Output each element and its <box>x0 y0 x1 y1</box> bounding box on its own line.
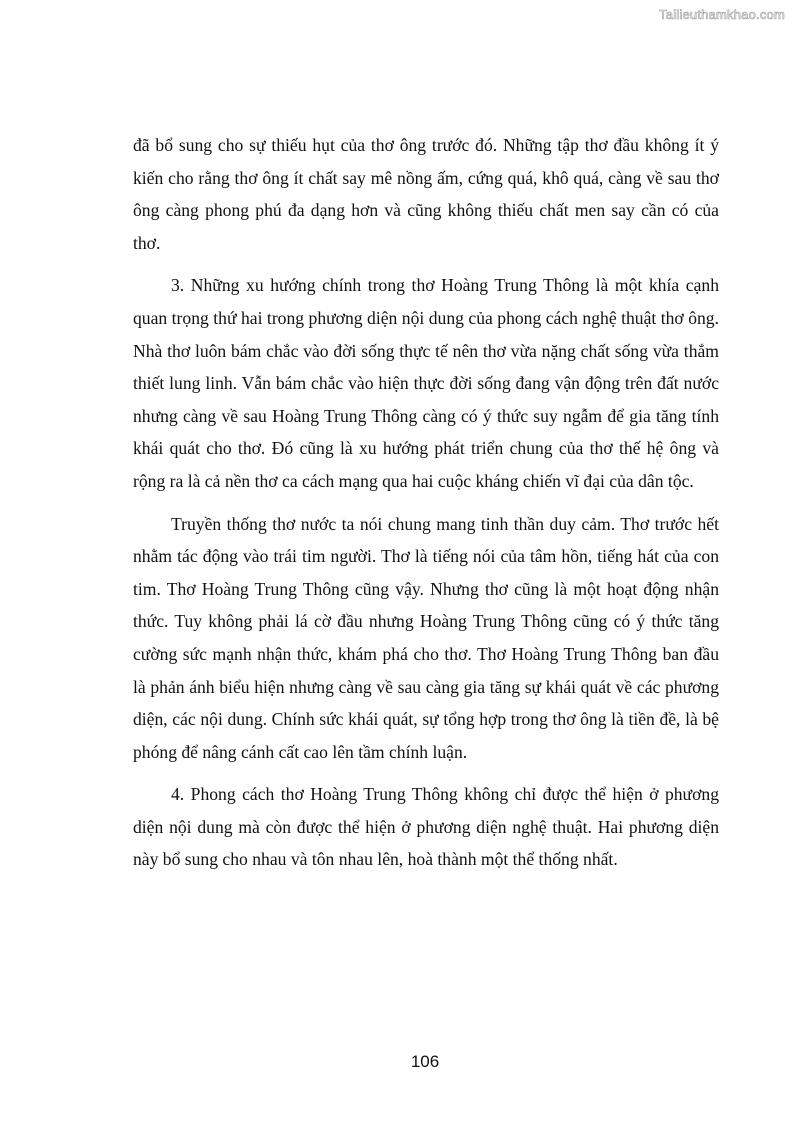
page-number: 106 <box>410 1052 440 1071</box>
paragraph-section-4: 4. Phong cách thơ Hoàng Trung Thông không chỉ được thể hiện ở phương diện nội dung mà còn được thể hiện ở phương diện nghệ thuật. Hai phương diện này bổ sung cho nhau và tôn nhau lên, hoà thành một thể thống nhất. <box>133 784 719 870</box>
watermark: Tailieuthamkhao.com <box>659 7 785 22</box>
paragraph-tradition: Truyền thống thơ nước ta nói chung mang tinh thần duy cảm. Thơ trước hết nhằm tác động vào trái tim người. Thơ là tiếng nói của tâm hồn, tiếng hát của con tim. Thơ Hoàng Trung Thông cũng vậy. Nhưng thơ cũng là một hoạt động nhận thức. Tuy không phải lá cờ đầu nhưng Hoàng Trung Thông cũng có ý thức tăng cường sức mạnh nhận thức, khám phá cho thơ. Thơ Hoàng Trung Thông ban đầu là phản ánh biểu hiện nhưng càng về sau càng gia tăng sự khái quát về các phương diện, các nội dung. Chính sức khái quát, sự tổng hợp trong thơ ông là tiền đề, là bệ phóng để nâng cánh cất cao lên tầm chính luận. <box>133 513 719 762</box>
body-text <box>133 129 719 886</box>
paragraph-continuation: đã bổ sung cho sự thiếu hụt của thơ ông trước đó. Những tập thơ đầu không ít ý kiến cho rằng thơ ông ít chất say mê nồng ấm, cứng quá, khô quá, càng về sau thơ ông càng phong phú đa dạng hơn và cũng không thiếu chất men say cần có của thơ. <box>133 135 719 253</box>
paragraph-section-3: 3. Những xu hướng chính trong thơ Hoàng Trung Thông là một khía cạnh quan trọng thứ hai trong phương diện nội dung của phong cách nghệ thuật thơ ông. Nhà thơ luôn bám chắc vào đời sống thực tế nên thơ vừa nặng chất sống vừa thắm thiết lung linh. Vẫn bám chắc vào hiện thực đời sống đang vận động trên đất nước nhưng càng về sau Hoàng Trung Thông càng có ý thức suy ngẫm để gia tăng tính khái quát cho thơ. Đó cũng là xu hướng phát triển chung của thơ thế hệ ông và rộng ra là cả nền thơ ca cách mạng qua hai cuộc kháng chiến vĩ đại của dân tộc. <box>133 275 719 491</box>
